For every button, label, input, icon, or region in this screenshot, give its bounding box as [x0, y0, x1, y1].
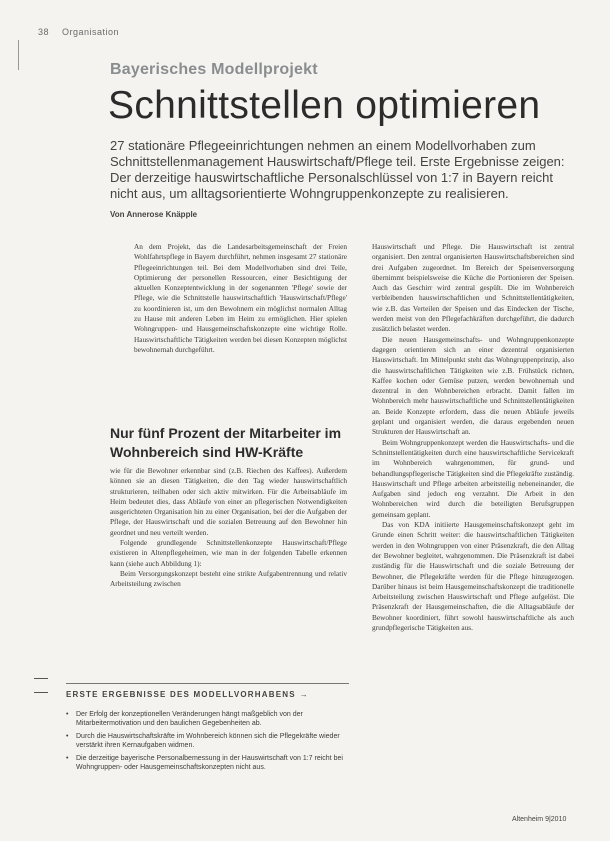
bullet-icon: •: [66, 711, 69, 718]
paragraph: Beim Versorgungskonzept besteht eine strikte Aufgabentrennung und relativ Arbeitsteilung zwischen: [110, 568, 347, 589]
author-line: Von Annerose Knäpple: [110, 210, 198, 219]
arrow-right-icon: →: [299, 690, 309, 699]
results-box-heading: ERSTE ERGEBNISSE DES MODELLVORHABENS: [66, 690, 296, 699]
paragraph: wie für die Bewohner erkennbar sind (z.B. Riechen des Kaffees). Außerdem können sie an diesen Tätigkeiten, die den Tag wieder hauswirtschaftlich strukturieren, teilhaben oder sich aktiv mitwirken. Für die Arbeitsabläufe im Heim bedeutet dies, dass Abläufe von einer an pflegerischen Notwendigkeiten ausgerichteten Organisation hin zu einer Organisation, bei der die Aufgaben der Pflege, der Hauswirtschaft und die sozialen Betreuung auf den Bewohner hin geordnet und neu verteilt werden.: [110, 466, 347, 537]
margin-mark: [34, 678, 48, 679]
bullet-icon: •: [66, 755, 69, 762]
paragraph: An dem Projekt, das die Landesarbeitsgemeinschaft der Freien Wohlfahrtspflege in Bayern durchführt, nehmen insgesamt 27 stationäre Pflegeeinrichtungen teil. Bei dem Modellvorhaben sind drei Teile, Optimierung der personellen Ressourcen, einer Besichtigung der aktuellen Konzeptentwicklung in der sogenannten 'Pflege' sowie der Pflege, wie die Schnittstelle hauswirtschaftlich 'Hauswirtschaft/Pflege' zu koordinieren ist, um den Bewohnern ein möglichst normalen Alltag zu Hause mit anderen Leben im Heim zu ermöglichen. Hier spielen Wohngruppen- und Hausgemeinschaftskonzepte eine wichtige Rolle. Hauswirtschaftliche Tätigkeiten werden bei diesen Konzepten möglichst bewohnernah durchgeführt.: [134, 242, 347, 354]
margin-mark: [34, 692, 48, 693]
list-item: [66, 754, 351, 772]
results-box-title: [66, 690, 309, 699]
paragraph: Beim Wohngruppenkonzept werden die Hauswirtschafts- und die Schnittstellentätigkeiten durch eine hauswirtschaftliche Servicekraft im Wohnbereich wahrgenommen, für grund- und behandlungspflegerische Tätigkeiten sind die Pflegekräfte zuständig. Hauswirtschaft und Pflege arbeiten arbeitsteilig nebeneinander, die Aufgaben sind jedoch eng verzahnt. Die Arbeit in den Wohnbereichen wird durch die beteiligten Berufsgruppen gemeinsam geplant.: [372, 437, 574, 519]
subheading: Nur fünf Prozent der Mitarbeiter im Wohnbereich sind HW-Kräfte: [110, 425, 342, 460]
box-rule: [66, 683, 349, 684]
list-item-text: Die derzeitige bayerische Personalbemessung in der Hauswirtschaft von 1:7 reicht bei Wohngruppen- oder Hausgemeinschaftskonzepten nicht aus.: [76, 755, 343, 771]
results-list: [66, 710, 351, 776]
page-footer: Altenheim 9|2010: [512, 816, 567, 823]
page-header: [38, 27, 119, 37]
column-left-top: [134, 242, 347, 355]
section-label: Organisation: [62, 27, 120, 37]
article-title: Schnittstellen optimieren: [108, 84, 541, 127]
bullet-icon: •: [66, 733, 69, 740]
paragraph: Das von KDA initiierte Hausgemeinschaftskonzept geht im Grunde einen Schritt weiter: die hauswirtschaftlichen Tätigkeiten werden in den Wohngruppen von einer Präsenzkraft, die den Alltag der Bewohner begleitet, wahrgenommen. Die Präsenzkraft ist dabei zuständig für die Hauswirtschaft und die soziale Betreuung der Bewohner, die Pflegekräfte werden für die Pflege hinzugezogen. Darüber hinaus ist beim Hausgemeinschaftskonzept die traditionelle Arbeitsteilung zwischen Hauswirtschaft und Pflege aufgelöst. Die Präsenzkraft der Hausgemeinschaften, die die Alltagsabläufe der Bewohner koordiniert, führt sowohl hauswirtschaftliche als auch grundpflegerische Tätigkeiten aus.: [372, 520, 574, 632]
list-item: [66, 732, 351, 750]
article-lead: 27 stationäre Pflegeeinrichtungen nehmen an einem Modellvorhaben zum Schnittstellenmanagement Hauswirtschaft/Pflege teil. Erste Ergebnisse zeigen: Der derzeitige hauswirtschaftliche Personalschlüssel von 1:7 in Bayern reicht nicht aus, um alltagsorientierte Wohngruppenkonzepte zu realisieren.: [110, 138, 565, 201]
paragraph: Folgende grundlegende Schnittstellenkonzepte Hauswirtschaft/Pflege existieren in Altenpflegeheimen, wie man in der folgenden Tabelle erkennen kann (siehe auch Abbildung 1):: [110, 538, 347, 568]
kicker: Bayerisches Modellprojekt: [110, 61, 318, 78]
column-right: [372, 242, 574, 633]
page-number: 38: [38, 27, 50, 37]
list-item: [66, 710, 351, 728]
list-item-text: Der Erfolg der konzeptionellen Veränderungen hängt maßgeblich von der Mitarbeitermotivation und den baulichen Gegebenheiten ab.: [76, 711, 303, 727]
paragraph: Hauswirtschaft und Pflege. Die Hauswirtschaft ist zentral organisiert. Den zentral organisierten Hauswirtschaftsbereichen sind drei Aufgaben zugeordnet. Im Bereich der Speisenversorgung übernimmt beispielsweise die Küche die Portionieren der Speisen. Auch das Geschirr wird zentral gespült. Die im Wohnbereich verbleibenden hauswirtschaftlichen und Schnittstellentätigkeiten, wie z.B. das Verteilen der Speisen und das Eindecken der Tische, werden meist von den Pflegefachkräften durchgeführt, die dadurch zusätzlich belastet werden.: [372, 242, 574, 334]
margin-rule: [18, 40, 19, 70]
paragraph: Die neuen Hausgemeinschafts- und Wohngruppenkonzepte dagegen orientieren sich an einer dezentral organisierten Hauswirtschaft. Im Mittelpunkt steht das Wohngruppenprinzip, also die hauswirtschaftlichen Tätigkeiten wie z.B. Frühstück richten, Kaffee kochen oder Gemüse putzen, werden bewohnernah und dezentral in den Wohnbereichen erbracht. Damit fallen im Wohnbereich mehr hauswirtschaftliche und Schnittstellentätigkeiten an. Beide Konzepte erfordern, dass die neuen Abläufe jeweils geplant und organisiert werden, die daraus ergebenden neuen Strukturen der Hauswirtschaft an.: [372, 334, 574, 437]
column-left-bottom: [110, 466, 347, 590]
list-item-text: Durch die Hauswirtschaftskräfte im Wohnbereich können sich die Pflegekräfte wieder verstärkt ihren Kernaufgaben widmen.: [76, 733, 340, 749]
